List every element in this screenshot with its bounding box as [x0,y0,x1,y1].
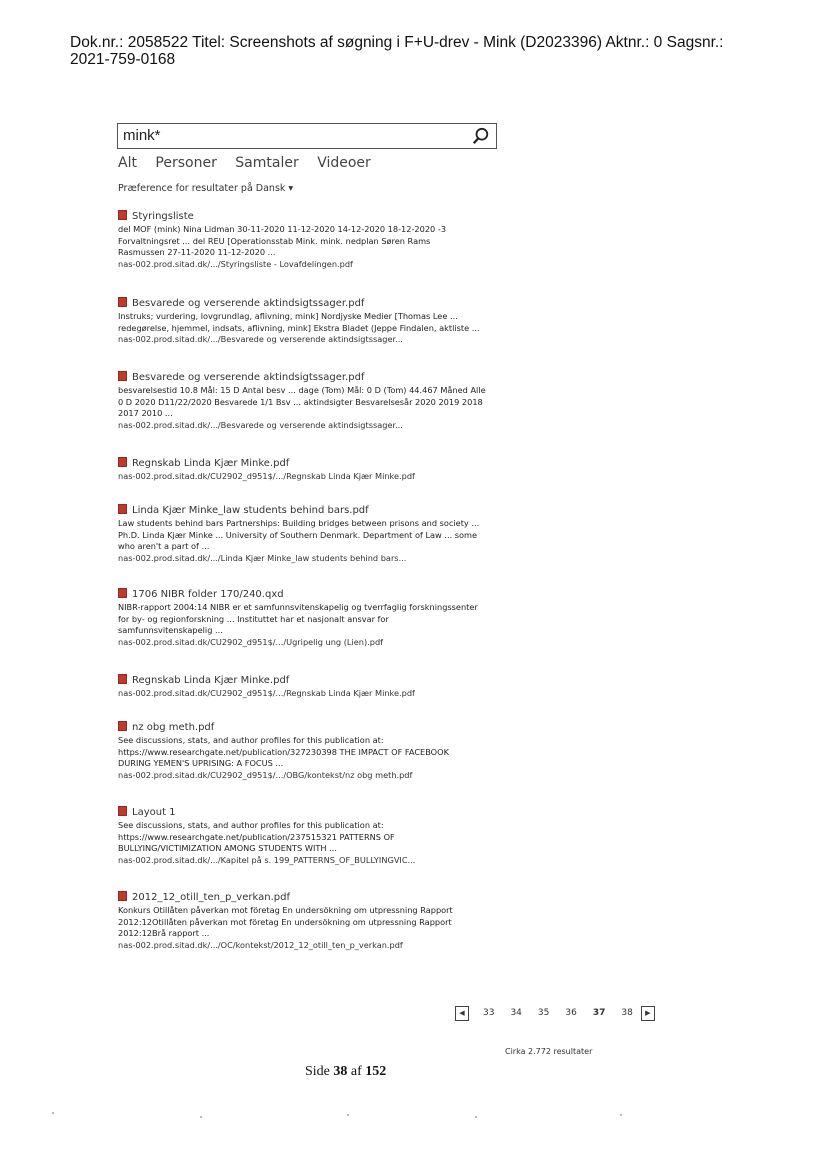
page-link[interactable]: 36 [565,1008,577,1018]
current-page: 37 [592,1008,606,1018]
pdf-icon [118,297,127,307]
header-line-1: Dok.nr.: 2058522 Titel: Screenshots af søgning i F+U-drev - Mink (D2023396) Aktnr.: 0 Sagsnr.: [70,34,724,51]
result-snippet: See discussions, stats, and author profiles for this publication at: https://www.researchgate.net/publication/327230398 THE IMPACT OF FACEBOOK DURING YEMEN'S UPRISING: A FOCUS ... [118,735,449,768]
tab-videoer[interactable]: Videoer [317,155,371,171]
result-title-text[interactable]: 2012_12_otill_ten_p_verkan.pdf [132,892,290,903]
result-title[interactable] [118,721,498,735]
result-title[interactable] [118,674,498,688]
result-url: nas-002.prod.sitad.dk/CU2902_d951$/.../Regnskab Linda Kjær Minke.pdf [118,471,415,481]
result-title-text[interactable]: Regnskab Linda Kjær Minke.pdf [132,458,290,469]
language-preference[interactable]: Præference for resultater på Dansk ▾ [118,183,294,194]
search-tabs [118,155,385,171]
result-count: Cirka 2.772 resultater [505,1047,593,1056]
footer-page-number: 38 [333,1064,348,1079]
result-url: nas-002.prod.sitad.dk/.../Styringsliste - Lovafdelingen.pdf [118,258,353,269]
pdf-icon [118,674,127,684]
header-line-2: 2021-759-0168 [70,51,176,68]
result-url: nas-002.prod.sitad.dk/.../Kapitel på s. 199_PATTERNS_OF_BULLYINGVIC... [118,854,416,865]
result-title-text[interactable]: Styringsliste [132,211,194,222]
pdf-icon [118,457,127,467]
result-title-text[interactable]: Linda Kjær Minke_law students behind bars.pdf [132,505,369,516]
footer-prefix: Side [305,1064,334,1079]
result-snippet: NIBR-rapport 2004:14 NIBR er et samfunnsvitenskapelig og tverrfaglig forskningssenter for by- og regionforskning ... Instituttet har et nasjonalt ansvar for samfunnsvitenskapelig ... [118,602,478,635]
pdf-icon [118,371,127,381]
result-snippet: Konkurs Otillåten påverkan mot företag En undersökning om utpressning Rapport 2012:12Otillåten påverkan mot företag En undersökning om utpressning Rapport 2012:12Brå rapport ... [118,905,453,938]
pdf-icon [118,504,127,514]
search-result [118,806,498,866]
result-snippet: besvarelsestid 10.8 Mål: 15 D Antal besv ... dage (Tom) Mål: 0 D (Tom) 44.467 Måned Alle 0 D 2020 D11/22/2020 Besvarede 1/1 Bsv ... aktindsigter Besvarelsesår 2020 2019 2018 2017 2010 ... [118,385,486,418]
result-title[interactable] [118,297,498,311]
search-result [118,721,498,781]
result-title[interactable] [118,371,498,385]
scan-speck [52,1112,54,1114]
result-url: nas-002.prod.sitad.dk/CU2902_d951$/.../Regnskab Linda Kjær Minke.pdf [118,688,415,698]
result-url: nas-002.prod.sitad.dk/.../Besvarede og verserende aktindsigtssager... [118,419,403,430]
result-url: nas-002.prod.sitad.dk/CU2902_d951$/.../OBG/kontekst/nz obg meth.pdf [118,769,413,780]
result-title[interactable] [118,457,498,471]
result-title-text[interactable]: Besvarede og verserende aktindsigtssager.pdf [132,298,365,309]
result-title[interactable] [118,806,498,820]
search-result [118,504,498,564]
pdf-icon [118,210,127,220]
next-page-button[interactable]: ▶ [641,1006,655,1021]
page-link[interactable]: 34 [510,1008,522,1018]
result-title-text[interactable]: Besvarede og verserende aktindsigtssager.pdf [132,372,365,383]
result-title[interactable] [118,588,498,602]
footer-total-pages: 152 [365,1064,387,1079]
tab-alt[interactable]: Alt [118,155,137,171]
prev-page-button[interactable]: ◀ [455,1006,469,1021]
pdf-icon [118,806,127,816]
search-result [118,891,498,951]
pdf-icon [118,721,127,731]
result-title-text[interactable]: Regnskab Linda Kjær Minke.pdf [132,675,290,686]
search-result [118,588,498,648]
search-result [118,297,498,346]
search-input[interactable]: mink* [123,127,161,144]
result-title[interactable] [118,504,498,518]
result-title-text[interactable]: Layout 1 [132,807,176,818]
scan-speck [347,1114,349,1116]
footer-of: af [347,1064,366,1079]
pagination [455,1004,655,1022]
result-title[interactable] [118,210,498,224]
result-snippet: Instruks; vurdering, lovgrundlag, aflivning, mink] Nordjyske Medier [Thomas Lee ... redegørelse, hjemmel, indsats, aflivning, mink] Ekstra Bladet (Jeppe Findalen, aktliste ... [118,311,480,333]
pdf-icon [118,891,127,901]
search-box[interactable] [117,123,497,149]
scan-speck [200,1116,202,1118]
result-url: nas-002.prod.sitad.dk/.../OC/kontekst/2012_12_otill_ten_p_verkan.pdf [118,939,403,950]
magnifier-icon[interactable] [472,127,490,145]
page-footer [305,1064,386,1080]
scan-speck [620,1114,622,1116]
result-url: nas-002.prod.sitad.dk/CU2902_d951$/.../Ugripelig ung (Lien).pdf [118,636,384,647]
result-url: nas-002.prod.sitad.dk/.../Besvarede og verserende aktindsigtssager... [118,334,403,344]
search-result [118,371,498,431]
scan-speck [475,1116,477,1118]
result-title-text[interactable]: 1706 NIBR folder 170/240.qxd [132,589,284,600]
result-title[interactable] [118,891,498,905]
tab-samtaler[interactable]: Samtaler [235,155,299,171]
result-snippet: See discussions, stats, and author profiles for this publication at: https://www.researchgate.net/publication/237515321 PATTERNS OF BULLYING/VICTIMIZATION AMONG STUDENTS WITH ... [118,820,395,853]
result-snippet: Law students behind bars Partnerships: Building bridges between prisons and society ... Ph.D. Linda Kjær Minke ... University of Southern Denmark. Department of Law ... some who aren't a part of ... [118,518,480,551]
page-link[interactable]: 38 [621,1008,633,1018]
document-header [70,34,810,68]
result-snippet: del MOF (mink) Nina Lidman 30-11-2020 11-12-2020 14-12-2020 18-12-2020 -3 Forvaltningsret ... del REU [Operationsstab Mink. mink. nedplan Søren Rams Rasmussen 27-11-2020 11-12-2020 ... [118,224,447,257]
search-result [118,674,498,700]
result-title-text[interactable]: nz obg meth.pdf [132,722,215,733]
search-result [118,457,498,483]
page-link[interactable]: 33 [483,1008,495,1018]
tab-personer[interactable]: Personer [155,155,217,171]
pdf-icon [118,588,127,598]
page-link[interactable]: 35 [537,1008,550,1018]
result-url: nas-002.prod.sitad.dk/.../Linda Kjær Minke_law students behind bars... [118,552,407,563]
search-result [118,210,498,270]
